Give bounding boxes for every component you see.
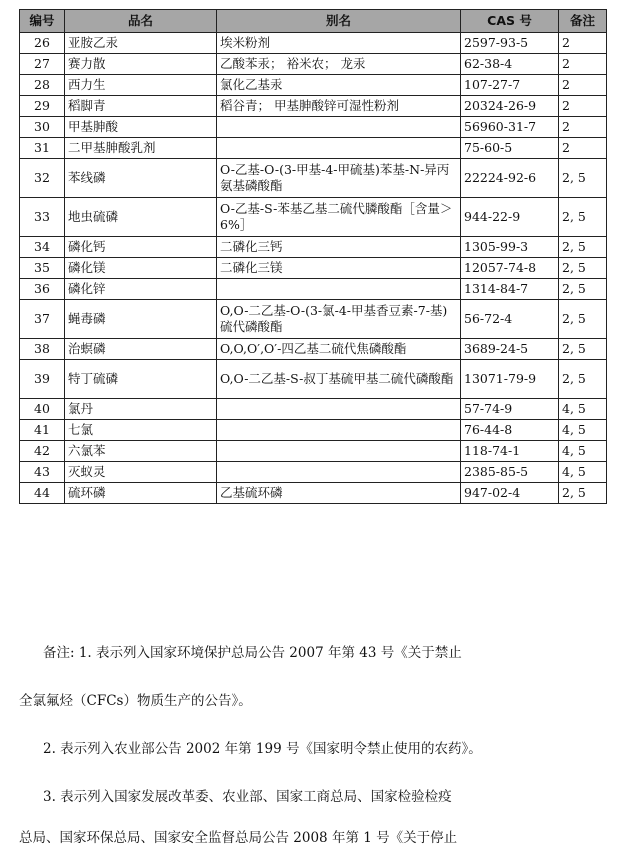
cell-remarks: 2, 5 [559, 360, 607, 399]
cell-cas-number: 56-72-4 [461, 300, 559, 339]
table-row [20, 96, 607, 117]
cell-cas-number: 12057-74-8 [461, 258, 559, 279]
cell-cas-number: 22224-92-6 [461, 159, 559, 198]
cell-product-name: 磷化镁 [65, 258, 217, 279]
cell-remarks: 2 [559, 117, 607, 138]
cell-alias [217, 138, 461, 159]
table-row [20, 300, 607, 339]
cell-remarks: 2, 5 [559, 159, 607, 198]
cell-cas-number: 57-74-9 [461, 399, 559, 420]
table-row [20, 117, 607, 138]
cell-alias: O,O-二乙基-O-(3-氯-4-甲基香豆素-7-基)硫代磷酸酯 [217, 300, 461, 339]
cell-cas-number: 13071-79-9 [461, 360, 559, 399]
cell-product-name: 磷化钙 [65, 237, 217, 258]
cell-number: 43 [20, 462, 65, 483]
cell-cas-number: 76-44-8 [461, 420, 559, 441]
table-row [20, 279, 607, 300]
cell-cas-number: 118-74-1 [461, 441, 559, 462]
cell-remarks: 4, 5 [559, 399, 607, 420]
cell-product-name: 六氯苯 [65, 441, 217, 462]
cell-number: 44 [20, 483, 65, 504]
cell-alias: 二磷化三镁 [217, 258, 461, 279]
cell-number: 31 [20, 138, 65, 159]
header-cas-number: CAS 号 [461, 10, 559, 33]
header-remarks: 备注 [559, 10, 607, 33]
cell-product-name: 二甲基胂酸乳剂 [65, 138, 217, 159]
cell-remarks: 2, 5 [559, 237, 607, 258]
cell-alias [217, 399, 461, 420]
table-body [20, 33, 607, 504]
cell-product-name: 稻脚青 [65, 96, 217, 117]
cell-number: 30 [20, 117, 65, 138]
cell-product-name: 硫环磷 [65, 483, 217, 504]
note-line-2: 全氯氟烃（CFCs）物质生产的公告》。 [19, 693, 252, 709]
table-row [20, 258, 607, 279]
table-row [20, 54, 607, 75]
pesticide-table [19, 9, 607, 504]
cell-number: 26 [20, 33, 65, 54]
table-row [20, 420, 607, 441]
cell-alias: O,O-二乙基-S-叔丁基硫甲基二硫代磷酸酯 [217, 360, 461, 399]
cell-product-name: 氯丹 [65, 399, 217, 420]
cell-product-name: 亚胺乙汞 [65, 33, 217, 54]
cell-number: 33 [20, 198, 65, 237]
table-header-row [20, 10, 607, 33]
table-row [20, 483, 607, 504]
cell-remarks: 2, 5 [559, 300, 607, 339]
cell-remarks: 4, 5 [559, 441, 607, 462]
table-row [20, 138, 607, 159]
cell-alias: 乙酸苯汞； 裕米农； 龙汞 [217, 54, 461, 75]
table-row [20, 75, 607, 96]
cell-alias [217, 441, 461, 462]
note-line-5: 总局、国家环保总局、国家安全监督总局公告 2008 年第 1 号《关于停止 [19, 830, 458, 846]
cell-number: 37 [20, 300, 65, 339]
cell-remarks: 4, 5 [559, 462, 607, 483]
cell-alias: 乙基硫环磷 [217, 483, 461, 504]
cell-cas-number: 62-38-4 [461, 54, 559, 75]
cell-product-name: 灭蚁灵 [65, 462, 217, 483]
cell-alias: 二磷化三钙 [217, 237, 461, 258]
cell-product-name: 磷化锌 [65, 279, 217, 300]
cell-alias: 稻谷青； 甲基胂酸锌可湿性粉剂 [217, 96, 461, 117]
cell-product-name: 治螟磷 [65, 339, 217, 360]
header-number: 编号 [20, 10, 65, 33]
cell-alias: 氯化乙基汞 [217, 75, 461, 96]
cell-number: 36 [20, 279, 65, 300]
cell-alias [217, 420, 461, 441]
note-line-1: 备注: 1. 表示列入国家环境保护总局公告 2007 年第 43 号《关于禁止 [43, 645, 462, 661]
cell-cas-number: 3689-24-5 [461, 339, 559, 360]
cell-number: 39 [20, 360, 65, 399]
cell-alias [217, 117, 461, 138]
cell-cas-number: 75-60-5 [461, 138, 559, 159]
cell-alias: O-乙基-O-(3-甲基-4-甲硫基)苯基-N-异丙氨基磷酸酯 [217, 159, 461, 198]
cell-remarks: 2 [559, 33, 607, 54]
cell-remarks: 2, 5 [559, 198, 607, 237]
cell-number: 28 [20, 75, 65, 96]
cell-cas-number: 947-02-4 [461, 483, 559, 504]
cell-cas-number: 56960-31-7 [461, 117, 559, 138]
table-row [20, 198, 607, 237]
cell-number: 27 [20, 54, 65, 75]
cell-remarks: 2 [559, 54, 607, 75]
header-alias: 别名 [217, 10, 461, 33]
note-line-3: 2. 表示列入农业部公告 2002 年第 199 号《国家明令禁止使用的农药》。 [43, 741, 482, 757]
cell-remarks: 2, 5 [559, 279, 607, 300]
cell-alias [217, 462, 461, 483]
cell-alias: 埃米粉剂 [217, 33, 461, 54]
cell-product-name: 赛力散 [65, 54, 217, 75]
cell-number: 40 [20, 399, 65, 420]
table-row [20, 159, 607, 198]
cell-cas-number: 20324-26-9 [461, 96, 559, 117]
cell-number: 41 [20, 420, 65, 441]
cell-remarks: 2 [559, 96, 607, 117]
cell-remarks: 4, 5 [559, 420, 607, 441]
cell-remarks: 2, 5 [559, 483, 607, 504]
cell-product-name: 地虫硫磷 [65, 198, 217, 237]
cell-number: 32 [20, 159, 65, 198]
cell-number: 35 [20, 258, 65, 279]
cell-cas-number: 1314-84-7 [461, 279, 559, 300]
cell-product-name: 七氯 [65, 420, 217, 441]
cell-product-name: 苯线磷 [65, 159, 217, 198]
cell-cas-number: 944-22-9 [461, 198, 559, 237]
table-row [20, 399, 607, 420]
cell-alias [217, 279, 461, 300]
cell-cas-number: 1305-99-3 [461, 237, 559, 258]
cell-product-name: 特丁硫磷 [65, 360, 217, 399]
cell-remarks: 2 [559, 75, 607, 96]
note-line-4: 3. 表示列入国家发展改革委、农业部、国家工商总局、国家检验检疫 [43, 789, 452, 805]
table-row [20, 360, 607, 399]
cell-number: 29 [20, 96, 65, 117]
cell-remarks: 2 [559, 138, 607, 159]
cell-product-name: 蝇毒磷 [65, 300, 217, 339]
table-row [20, 33, 607, 54]
cell-alias: O-乙基-S-苯基乙基二硫代膦酸酯［含量＞6%］ [217, 198, 461, 237]
cell-product-name: 西力生 [65, 75, 217, 96]
cell-cas-number: 107-27-7 [461, 75, 559, 96]
table-row [20, 441, 607, 462]
cell-cas-number: 2597-93-5 [461, 33, 559, 54]
table-row [20, 237, 607, 258]
table-row [20, 462, 607, 483]
cell-remarks: 2, 5 [559, 258, 607, 279]
table-row [20, 339, 607, 360]
cell-number: 34 [20, 237, 65, 258]
cell-product-name: 甲基胂酸 [65, 117, 217, 138]
header-product-name: 品名 [65, 10, 217, 33]
cell-number: 38 [20, 339, 65, 360]
cell-remarks: 2, 5 [559, 339, 607, 360]
cell-alias: O,O,O′,O′-四乙基二硫代焦磷酸酯 [217, 339, 461, 360]
cell-cas-number: 2385-85-5 [461, 462, 559, 483]
cell-number: 42 [20, 441, 65, 462]
